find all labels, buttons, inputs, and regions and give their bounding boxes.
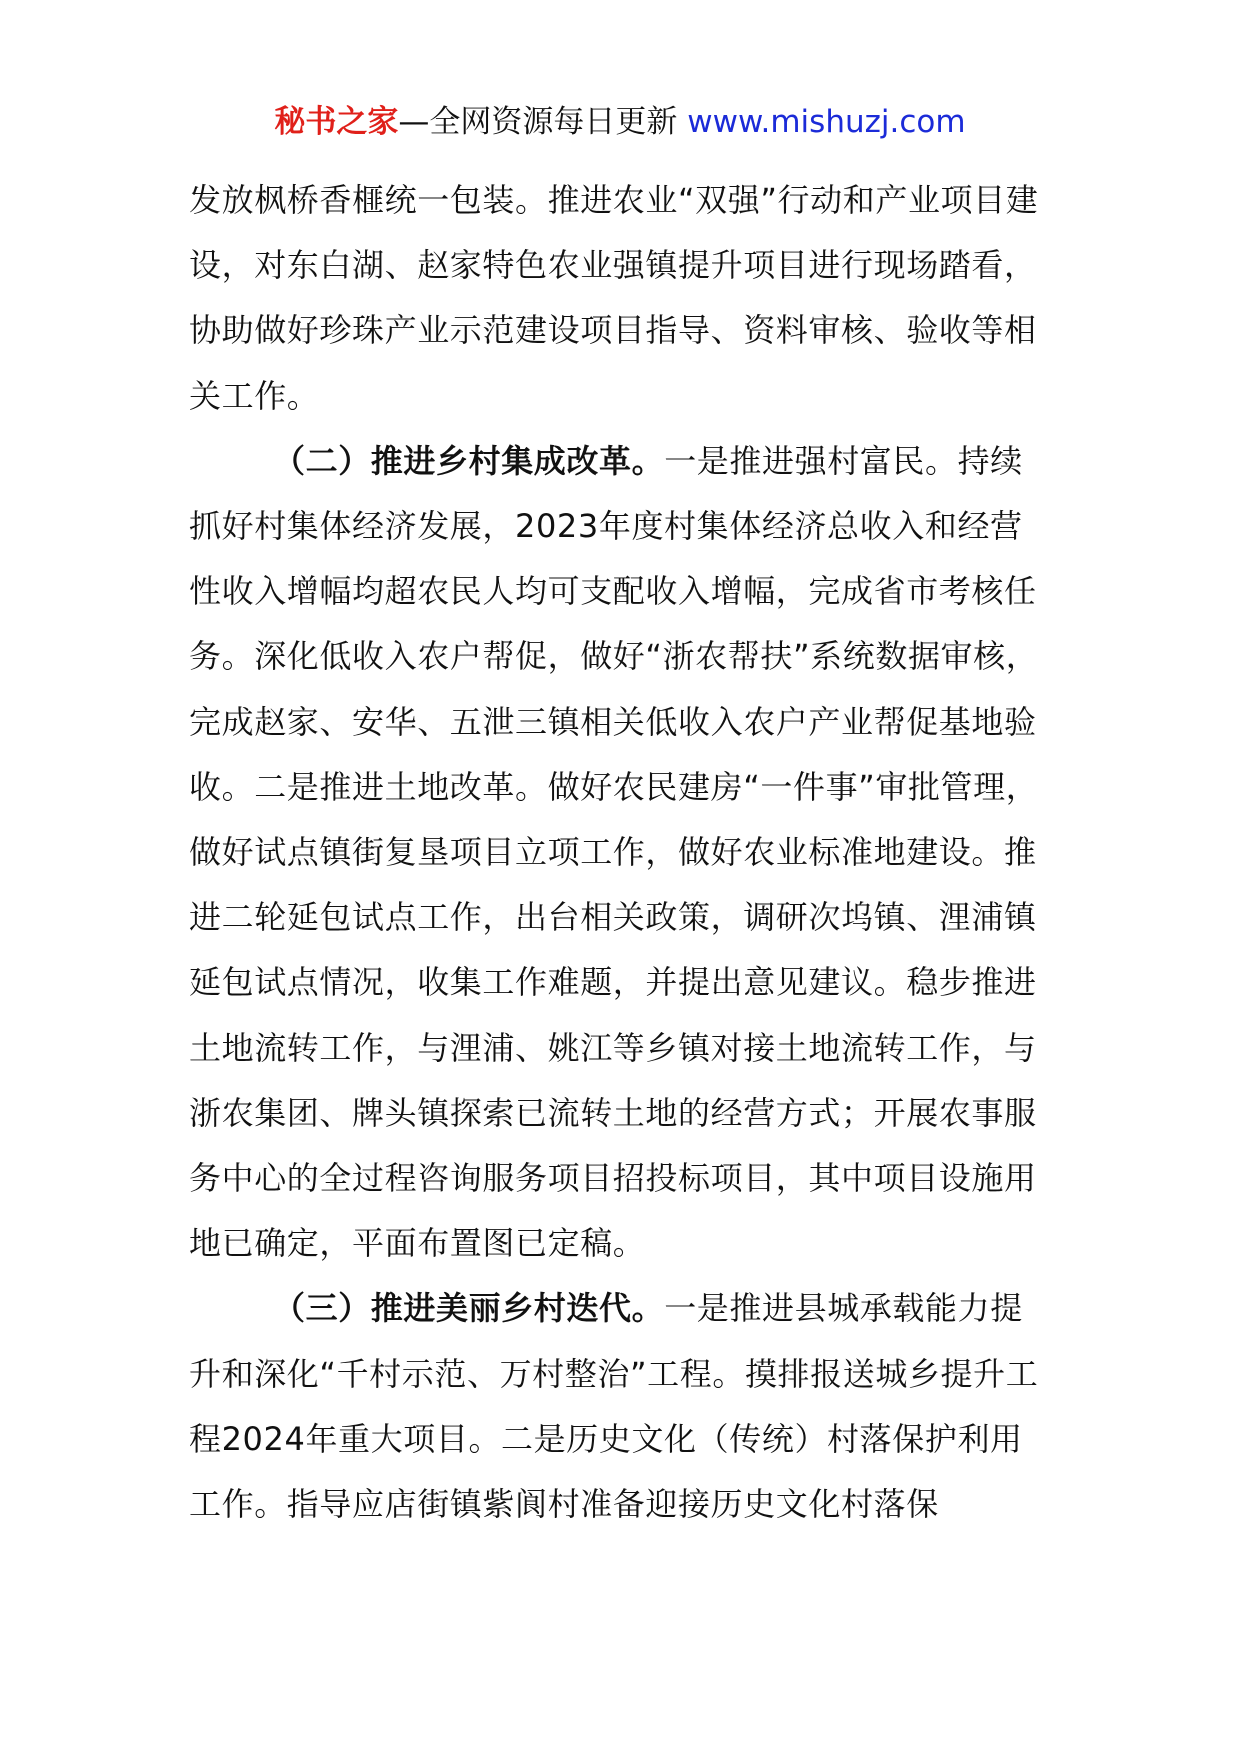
- section-heading-3: （三）推进美丽乡村迭代。: [273, 1289, 665, 1328]
- paragraph-2: [189, 429, 1049, 1277]
- header-tagline: —全网资源每日更新: [398, 104, 688, 140]
- site-header: [0, 100, 1240, 144]
- paragraph-3-text: 一是推进县城承载能力提升和深化“千村示范、万村整治”工程。摸排报送城乡提升工程2024年重大项目。二是历史文化（传统）村落保护利用工作。指导应店街镇紫阆村准备迎接历史文化村落保: [189, 1289, 1039, 1524]
- paragraph-2-text: 一是推进强村富民。持续抓好村集体经济发展，2023年度村集体经济总收入和经营性收入增幅均超农民人均可支配收入增幅，完成省市考核任务。深化低收入农户帮促，做好“浙农帮扶”系统数据审核，完成赵家、安华、五泄三镇相关低收入农户产业帮促基地验收。二是推进土地改革。做好农民建房“一件事”审批管理，做好试点镇街复垦项目立项工作，做好农业标准地建设。推进二轮延包试点工作，出台相关政策，调研次坞镇、浬浦镇延包试点情况，收集工作难题，并提出意见建议。稳步推进土地流转工作，与浬浦、姚江等乡镇对接土地流转工作，与浙农集团、牌头镇探索已流转土地的经营方式；开展农事服务中心的全过程咨询服务项目招投标项目，其中项目设施用地已确定，平面布置图已定稿。: [189, 441, 1039, 1263]
- section-heading-2: （二）推进乡村集成改革。: [273, 441, 665, 480]
- brand-name: 秘书之家: [274, 104, 399, 140]
- paragraph-1: [189, 168, 1049, 429]
- site-url-link[interactable]: www.mishuzj.com: [687, 104, 966, 140]
- paragraph-3: [189, 1276, 1049, 1537]
- paragraph-1-text: 发放枫桥香榧统一包装。推进农业“双强”行动和产业项目建设，对东白湖、赵家特色农业强镇提升项目进行现场踏看，协助做好珍珠产业示范建设项目指导、资料审核、验收等相关工作。: [189, 181, 1039, 415]
- document-body: [189, 168, 1049, 1537]
